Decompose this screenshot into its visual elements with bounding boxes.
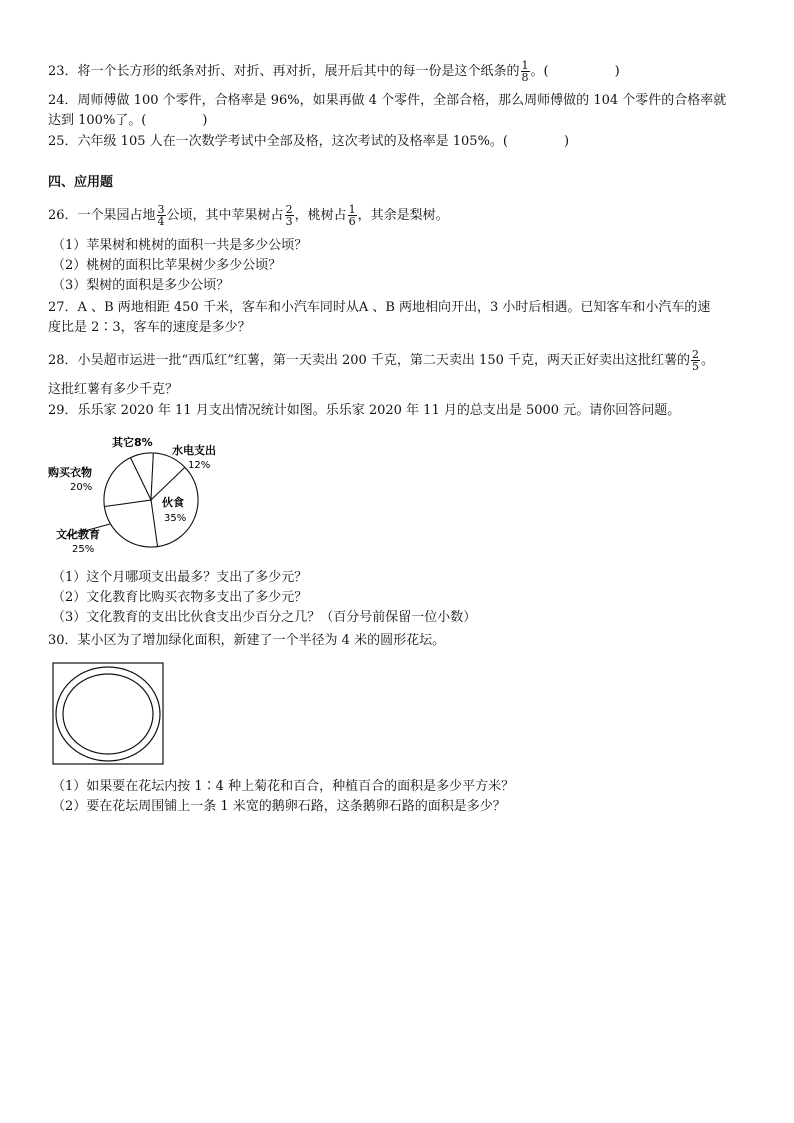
pie-value-education: 25% — [72, 544, 95, 555]
question-28-line2: 这批红薯有多少千克？ — [48, 382, 179, 397]
fraction: $\frac{2}{5}$ — [692, 348, 699, 373]
q30-sub2: （2）要在花坛周围铺上一条 1 米宽的鹅卵石路，这条鹅卵石路的面积是多少？ — [52, 799, 506, 814]
q26-sub1: （1）苹果树和桃树的面积一共是多少公顷？ — [52, 238, 308, 253]
pie-value-food: 35% — [164, 513, 187, 524]
inner-circle — [63, 674, 153, 754]
question-27-line1: 27．A 、B 两地相距 450 千米，客车和小汽车同时从A 、B 两地相向开出，3 小时后相遇。已知客车和小汽车的速 — [48, 300, 711, 315]
pie-label-clothing: 购买衣物 — [48, 466, 92, 479]
question-27-line2: 度比是 2∶3，客车的速度是多少？ — [48, 320, 251, 335]
question-26: 26．一个果园占地 $\frac{3}{4}$ 公顷，其中苹果树占 $\frac{2}{3}$ ，桃树占 $\frac{1}{6}$ ，其余是梨树。 — [48, 203, 449, 228]
question-25: 25．六年级 105 人在一次数学考试中全部及格，这次考试的及格率是 105%。( ) — [48, 134, 570, 149]
question-28: 28．小吴超市运进一批“西瓜红”红薯，第一天卖出 200 千克，第二天卖出 150 千克，两天正好卖出这批红薯的 $\frac{2}{5}$ 。 — [48, 348, 715, 373]
q29-sub2: （2）文化教育比购买衣物多支出了多少元？ — [52, 590, 308, 605]
question-24-line1: 24．周师傅做 100 个零件，合格率是 96%，如果再做 4 个零件，全部合格，那么周师傅做的 104 个零件的合格率就 — [48, 93, 727, 108]
flower-bed-diagram — [52, 662, 164, 766]
pie-label-utilities: 水电支出 — [172, 444, 216, 457]
q23-text: 23．将一个长方形的纸条对折、对折、再对折，展开后其中的每一份是这个纸条的 — [48, 64, 520, 79]
question-29-intro: 29．乐乐家 2020 年 11 月支出情况统计如图。乐乐家 2020 年 11 月的总支出是 5000 元。请你回答问题。 — [48, 403, 681, 418]
pie-label-education: 文化教育 — [56, 528, 100, 541]
question-24-line2: 达到 100%了。( ) — [48, 113, 208, 128]
q29-sub1: （1）这个月哪项支出最多？支出了多少元？ — [52, 570, 308, 585]
pie-value-utilities: 12% — [188, 460, 211, 471]
pie-value-clothing: 20% — [70, 482, 93, 493]
fraction: $\frac{2}{3}$ — [285, 203, 293, 228]
square-border — [53, 663, 163, 764]
q26-sub2: （2）桃树的面积比苹果树少多少公顷？ — [52, 258, 282, 273]
pie-slice-3 — [104, 500, 157, 547]
pie-label-food: 伙食 — [162, 496, 184, 509]
expense-pie-chart — [40, 428, 260, 563]
q26-sub3: （3）梨树的面积是多少公顷？ — [52, 278, 230, 293]
question-23: 23．将一个长方形的纸条对折、对折、再对折，展开后其中的每一份是这个纸条的 $\frac{1}{8}$ 。( ) — [48, 59, 620, 84]
fraction: $\frac{1}{6}$ — [348, 203, 356, 228]
q23-fraction: $\frac{1}{8}$ — [521, 59, 529, 84]
q29-sub3: （3）文化教育的支出比伙食支出少百分之几？（百分号前保留一位小数） — [52, 610, 477, 625]
outer-circle — [56, 667, 160, 761]
question-30-intro: 30．某小区为了增加绿化面积，新建了一个半径为 4 米的圆形花坛。 — [48, 633, 446, 648]
section-heading: 四、应用题 — [48, 175, 114, 190]
fraction: $\frac{3}{4}$ — [157, 203, 165, 228]
pie-label-other: 其它8% — [112, 436, 153, 449]
q30-sub1: （1）如果要在花坛内按 1∶4 种上菊花和百合，种植百合的面积是多少平方米？ — [52, 779, 515, 794]
